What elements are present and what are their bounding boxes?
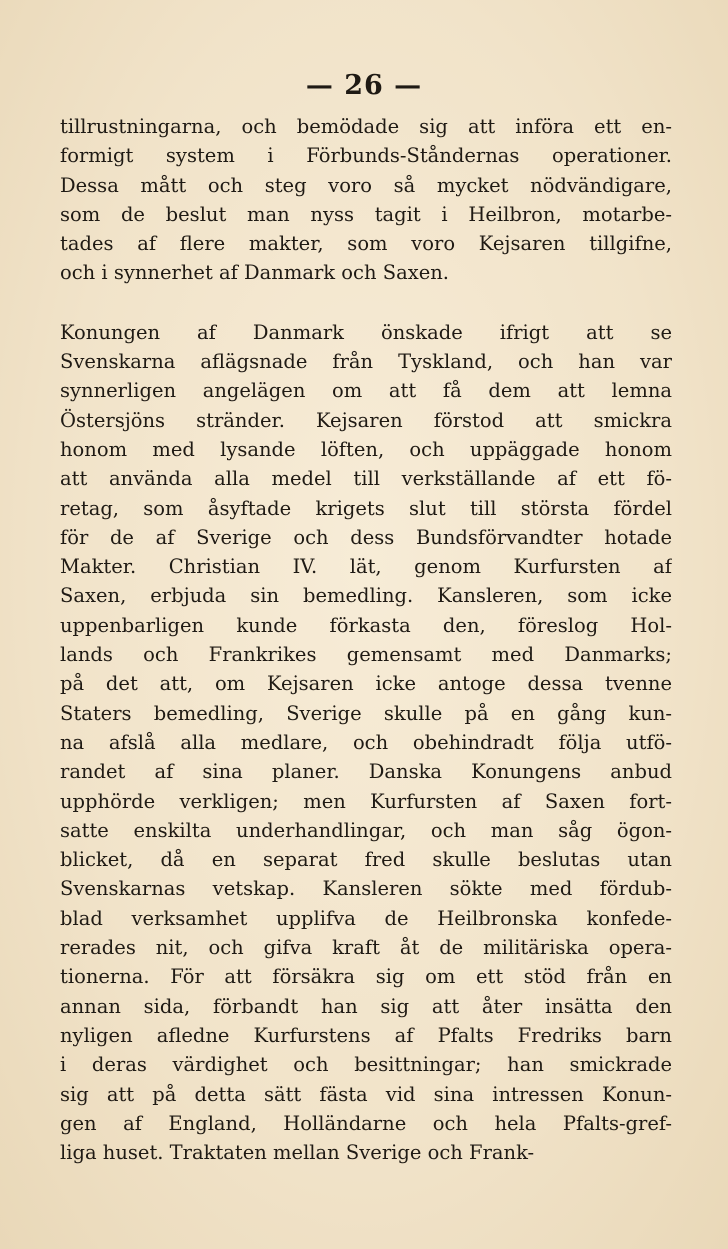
text-line: retag, som åsyftade krigets slut till största fördel	[60, 496, 672, 520]
text-line: Konungen af Danmark önskade ifrigt att se	[60, 320, 672, 344]
text-line: nyligen afledne Kurfurstens af Pfalts Fredriks barn	[60, 1023, 672, 1047]
text-line: Makter. Christian IV. lät, genom Kurfursten af	[60, 555, 672, 579]
text-line: Saxen, erbjuda sin bemedling. Kansleren, som icke	[60, 584, 672, 608]
paragraph-2	[60, 318, 672, 1168]
text-line: tionerna. För att försäkra sig om ett stöd från en	[60, 965, 672, 989]
text-line: upphörde verkligen; men Kurfursten af Saxen fort-	[60, 789, 672, 813]
text-line: på det att, om Kejsaren icke antoge dessa tvenne	[60, 672, 672, 696]
paragraph-gap	[60, 288, 672, 318]
paragraph-1	[60, 112, 672, 288]
text-line: Svenskarna aflägsnade från Tyskland, och han var	[60, 350, 672, 374]
text-line: rerades nit, och gifva kraft åt de militäriska opera-	[60, 936, 672, 960]
text-line: synnerligen angelägen om att få dem att lemna	[60, 379, 672, 403]
text-line: Staters bemedling, Sverige skulle på en gång kun-	[60, 701, 672, 725]
text-line: sig att på detta sätt fästa vid sina intressen Konun-	[60, 1082, 672, 1106]
text-line: som de beslut man nyss tagit i Heilbron, motarbe-	[60, 202, 672, 226]
text-line: formigt system i Förbunds-Ståndernas operationer.	[60, 144, 672, 168]
page-number: — 26 —	[305, 70, 423, 101]
text-line: lands och Frankrikes gemensamt med Danmarks;	[60, 643, 672, 667]
text-line: honom med lysande löften, och uppäggade honom	[60, 437, 672, 461]
text-line: Svenskarnas vetskap. Kansleren sökte med fördub-	[60, 877, 672, 901]
text-line: satte enskilta underhandlingar, och man såg ögon-	[60, 818, 672, 842]
body-text	[60, 112, 672, 1167]
text-line: tades af flere makter, som voro Kejsaren tillgifne,	[60, 232, 672, 256]
text-line: Östersjöns stränder. Kejsaren förstod att smickra	[60, 408, 672, 432]
text-line: randet af sina planer. Danska Konungens anbud	[60, 760, 672, 784]
text-line: uppenbarligen kunde förkasta den, föreslog Hol-	[60, 613, 672, 637]
text-line: na afslå alla medlare, och obehindradt följa utfö-	[60, 730, 672, 754]
text-line: blad verksamhet upplifva de Heilbronska konfede-	[60, 906, 672, 930]
text-line: tillrustningarna, och bemödade sig att införa ett en-	[60, 115, 672, 138]
text-line: blicket, då en separat fred skulle beslutas utan	[60, 848, 672, 872]
text-line: Dessa mått och steg voro så mycket nödvändigare,	[60, 173, 672, 197]
text-line: att använda alla medel till verkställande af ett fö-	[60, 467, 672, 491]
text-line: för de af Sverige och dess Bundsförvandter hotade	[60, 525, 672, 549]
text-line: annan sida, förbandt han sig att åter insätta den	[60, 994, 672, 1018]
text-line: i deras värdighet och besittningar; han smickrade	[60, 1053, 672, 1077]
text-line: gen af England, Holländarne och hela Pfalts-gref-	[60, 1111, 672, 1135]
text-line: liga huset. Traktaten mellan Sverige och Frank-	[60, 1141, 535, 1165]
text-line: och i synnerhet af Danmark och Saxen.	[60, 261, 450, 285]
